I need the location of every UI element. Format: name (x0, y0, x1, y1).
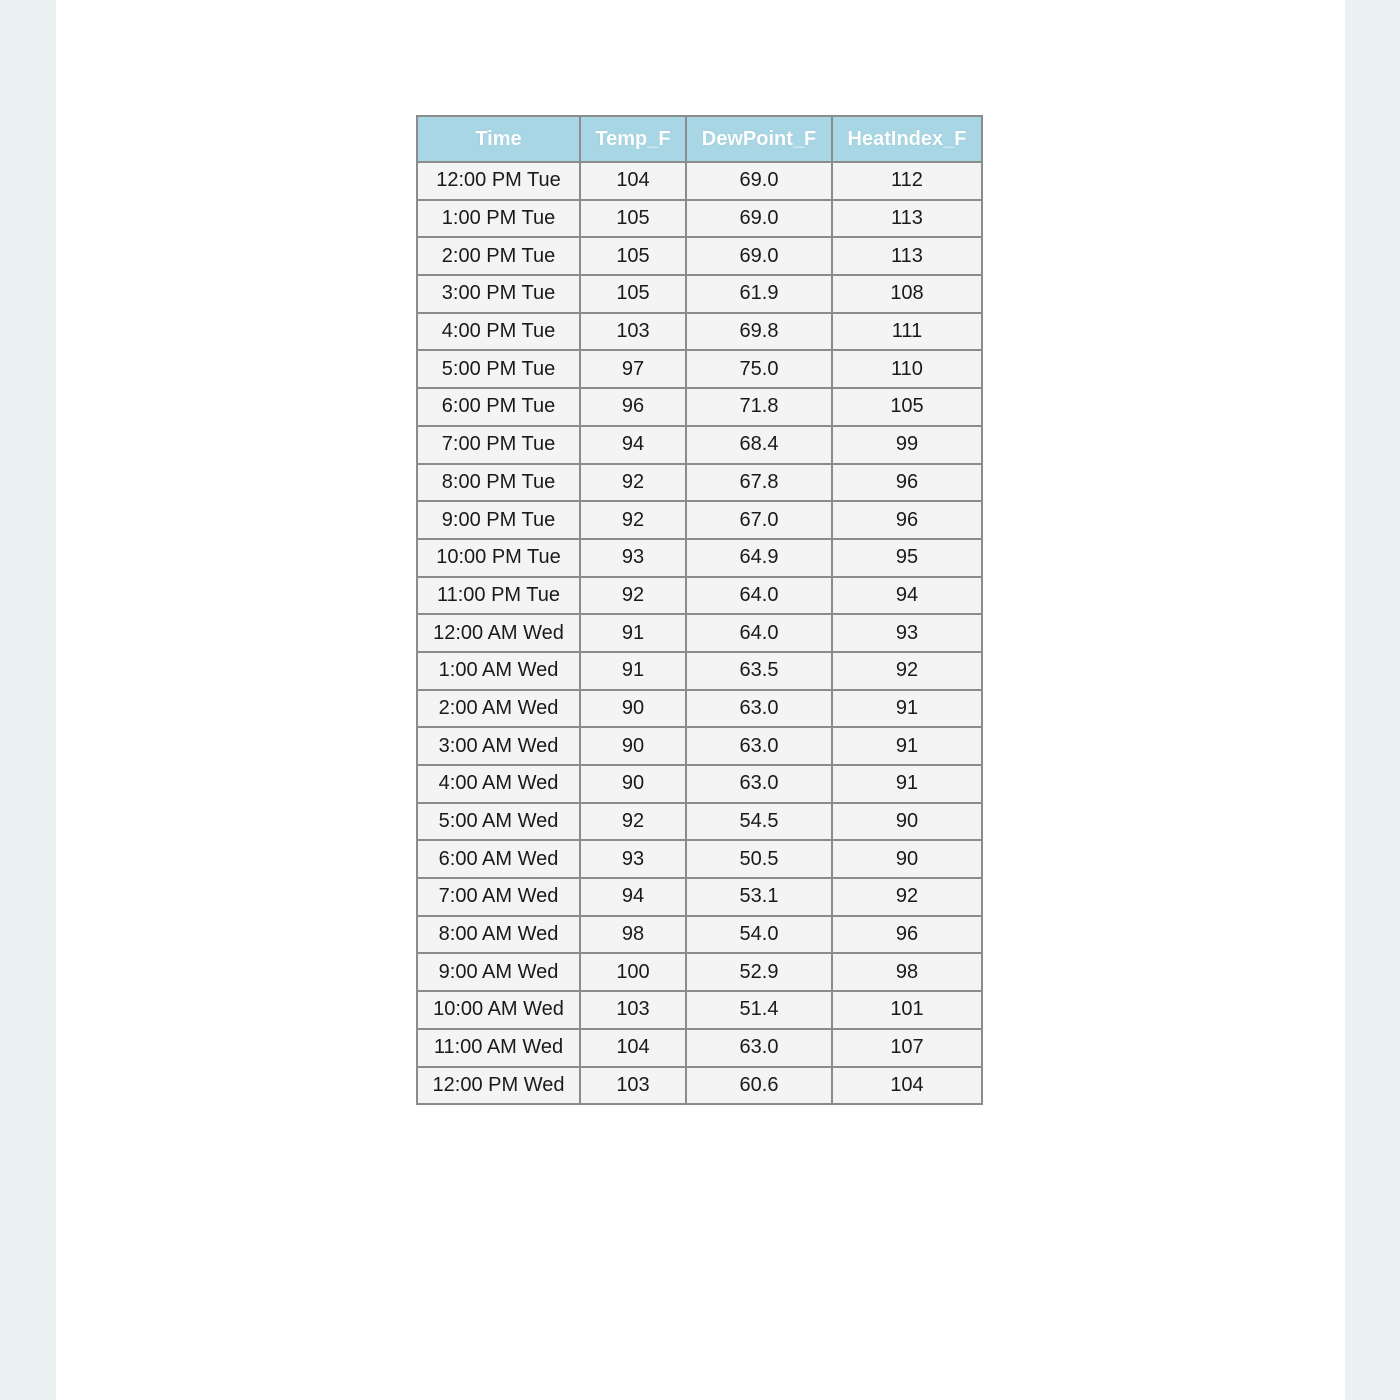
cell-dewpoint: 68.4 (686, 426, 832, 464)
cell-temp: 96 (580, 388, 686, 426)
table-row (417, 162, 982, 200)
table-row (417, 350, 982, 388)
table-body (417, 162, 982, 1104)
cell-heatindex: 94 (832, 577, 982, 615)
table-row (417, 313, 982, 351)
cell-heatindex: 90 (832, 803, 982, 841)
cell-temp: 92 (580, 464, 686, 502)
cell-dewpoint: 61.9 (686, 275, 832, 313)
cell-time: 8:00 PM Tue (417, 464, 580, 502)
cell-time: 12:00 PM Wed (417, 1067, 580, 1105)
cell-temp: 103 (580, 313, 686, 351)
cell-time: 11:00 AM Wed (417, 1029, 580, 1067)
weather-table (416, 115, 983, 1105)
cell-time: 1:00 AM Wed (417, 652, 580, 690)
cell-temp: 105 (580, 237, 686, 275)
table-row (417, 652, 982, 690)
cell-heatindex: 104 (832, 1067, 982, 1105)
cell-dewpoint: 54.0 (686, 916, 832, 954)
cell-temp: 103 (580, 991, 686, 1029)
cell-dewpoint: 69.0 (686, 162, 832, 200)
header-time: Time (417, 116, 580, 162)
cell-heatindex: 91 (832, 727, 982, 765)
cell-time: 3:00 AM Wed (417, 727, 580, 765)
cell-dewpoint: 54.5 (686, 803, 832, 841)
cell-dewpoint: 51.4 (686, 991, 832, 1029)
table-row (417, 539, 982, 577)
cell-heatindex: 110 (832, 350, 982, 388)
cell-heatindex: 99 (832, 426, 982, 464)
cell-time: 4:00 AM Wed (417, 765, 580, 803)
cell-temp: 103 (580, 1067, 686, 1105)
cell-heatindex: 91 (832, 765, 982, 803)
cell-heatindex: 113 (832, 237, 982, 275)
cell-dewpoint: 60.6 (686, 1067, 832, 1105)
cell-time: 6:00 AM Wed (417, 840, 580, 878)
cell-time: 1:00 PM Tue (417, 200, 580, 238)
table-row (417, 464, 982, 502)
cell-dewpoint: 64.0 (686, 614, 832, 652)
header-heatindex: HeatIndex_F (832, 116, 982, 162)
cell-dewpoint: 69.0 (686, 200, 832, 238)
cell-heatindex: 91 (832, 690, 982, 728)
cell-heatindex: 113 (832, 200, 982, 238)
table-row (417, 765, 982, 803)
table-row (417, 878, 982, 916)
cell-heatindex: 96 (832, 916, 982, 954)
table-row (417, 501, 982, 539)
table-row (417, 916, 982, 954)
cell-heatindex: 90 (832, 840, 982, 878)
table-row (417, 690, 982, 728)
cell-dewpoint: 69.8 (686, 313, 832, 351)
cell-dewpoint: 69.0 (686, 237, 832, 275)
table-row (417, 727, 982, 765)
cell-dewpoint: 64.0 (686, 577, 832, 615)
cell-heatindex: 108 (832, 275, 982, 313)
cell-dewpoint: 64.9 (686, 539, 832, 577)
cell-time: 9:00 PM Tue (417, 501, 580, 539)
cell-heatindex: 111 (832, 313, 982, 351)
cell-dewpoint: 75.0 (686, 350, 832, 388)
table-row (417, 200, 982, 238)
cell-temp: 104 (580, 1029, 686, 1067)
cell-time: 5:00 PM Tue (417, 350, 580, 388)
cell-time: 5:00 AM Wed (417, 803, 580, 841)
cell-temp: 105 (580, 200, 686, 238)
cell-time: 11:00 PM Tue (417, 577, 580, 615)
cell-heatindex: 95 (832, 539, 982, 577)
table-row (417, 1029, 982, 1067)
cell-heatindex: 112 (832, 162, 982, 200)
cell-heatindex: 92 (832, 652, 982, 690)
cell-temp: 105 (580, 275, 686, 313)
cell-time: 2:00 PM Tue (417, 237, 580, 275)
cell-dewpoint: 63.5 (686, 652, 832, 690)
cell-heatindex: 107 (832, 1029, 982, 1067)
cell-dewpoint: 63.0 (686, 690, 832, 728)
document-page (56, 0, 1345, 1400)
table-row (417, 426, 982, 464)
cell-dewpoint: 52.9 (686, 953, 832, 991)
header-temp: Temp_F (580, 116, 686, 162)
cell-dewpoint: 71.8 (686, 388, 832, 426)
table-row (417, 275, 982, 313)
table-row (417, 577, 982, 615)
cell-dewpoint: 67.0 (686, 501, 832, 539)
cell-temp: 90 (580, 765, 686, 803)
cell-time: 10:00 PM Tue (417, 539, 580, 577)
cell-temp: 92 (580, 577, 686, 615)
cell-temp: 92 (580, 803, 686, 841)
cell-time: 7:00 AM Wed (417, 878, 580, 916)
cell-heatindex: 101 (832, 991, 982, 1029)
table-row (417, 803, 982, 841)
table-header-row (417, 116, 982, 162)
cell-heatindex: 105 (832, 388, 982, 426)
header-dewpoint: DewPoint_F (686, 116, 832, 162)
cell-time: 12:00 PM Tue (417, 162, 580, 200)
table-row (417, 840, 982, 878)
table-row (417, 953, 982, 991)
cell-time: 7:00 PM Tue (417, 426, 580, 464)
table-row (417, 237, 982, 275)
cell-temp: 94 (580, 426, 686, 464)
cell-heatindex: 92 (832, 878, 982, 916)
cell-heatindex: 93 (832, 614, 982, 652)
cell-time: 3:00 PM Tue (417, 275, 580, 313)
cell-dewpoint: 50.5 (686, 840, 832, 878)
cell-time: 4:00 PM Tue (417, 313, 580, 351)
cell-temp: 97 (580, 350, 686, 388)
cell-temp: 93 (580, 539, 686, 577)
cell-heatindex: 96 (832, 501, 982, 539)
cell-temp: 92 (580, 501, 686, 539)
cell-temp: 93 (580, 840, 686, 878)
cell-temp: 90 (580, 727, 686, 765)
cell-time: 2:00 AM Wed (417, 690, 580, 728)
cell-temp: 90 (580, 690, 686, 728)
cell-time: 9:00 AM Wed (417, 953, 580, 991)
cell-dewpoint: 63.0 (686, 727, 832, 765)
table-row (417, 991, 982, 1029)
table-row (417, 388, 982, 426)
cell-heatindex: 96 (832, 464, 982, 502)
cell-time: 10:00 AM Wed (417, 991, 580, 1029)
cell-dewpoint: 53.1 (686, 878, 832, 916)
cell-temp: 91 (580, 614, 686, 652)
cell-temp: 104 (580, 162, 686, 200)
cell-temp: 98 (580, 916, 686, 954)
cell-dewpoint: 67.8 (686, 464, 832, 502)
table-row (417, 1067, 982, 1105)
cell-temp: 94 (580, 878, 686, 916)
cell-time: 12:00 AM Wed (417, 614, 580, 652)
cell-dewpoint: 63.0 (686, 1029, 832, 1067)
cell-temp: 91 (580, 652, 686, 690)
table-row (417, 614, 982, 652)
cell-temp: 100 (580, 953, 686, 991)
cell-time: 6:00 PM Tue (417, 388, 580, 426)
cell-dewpoint: 63.0 (686, 765, 832, 803)
cell-time: 8:00 AM Wed (417, 916, 580, 954)
cell-heatindex: 98 (832, 953, 982, 991)
